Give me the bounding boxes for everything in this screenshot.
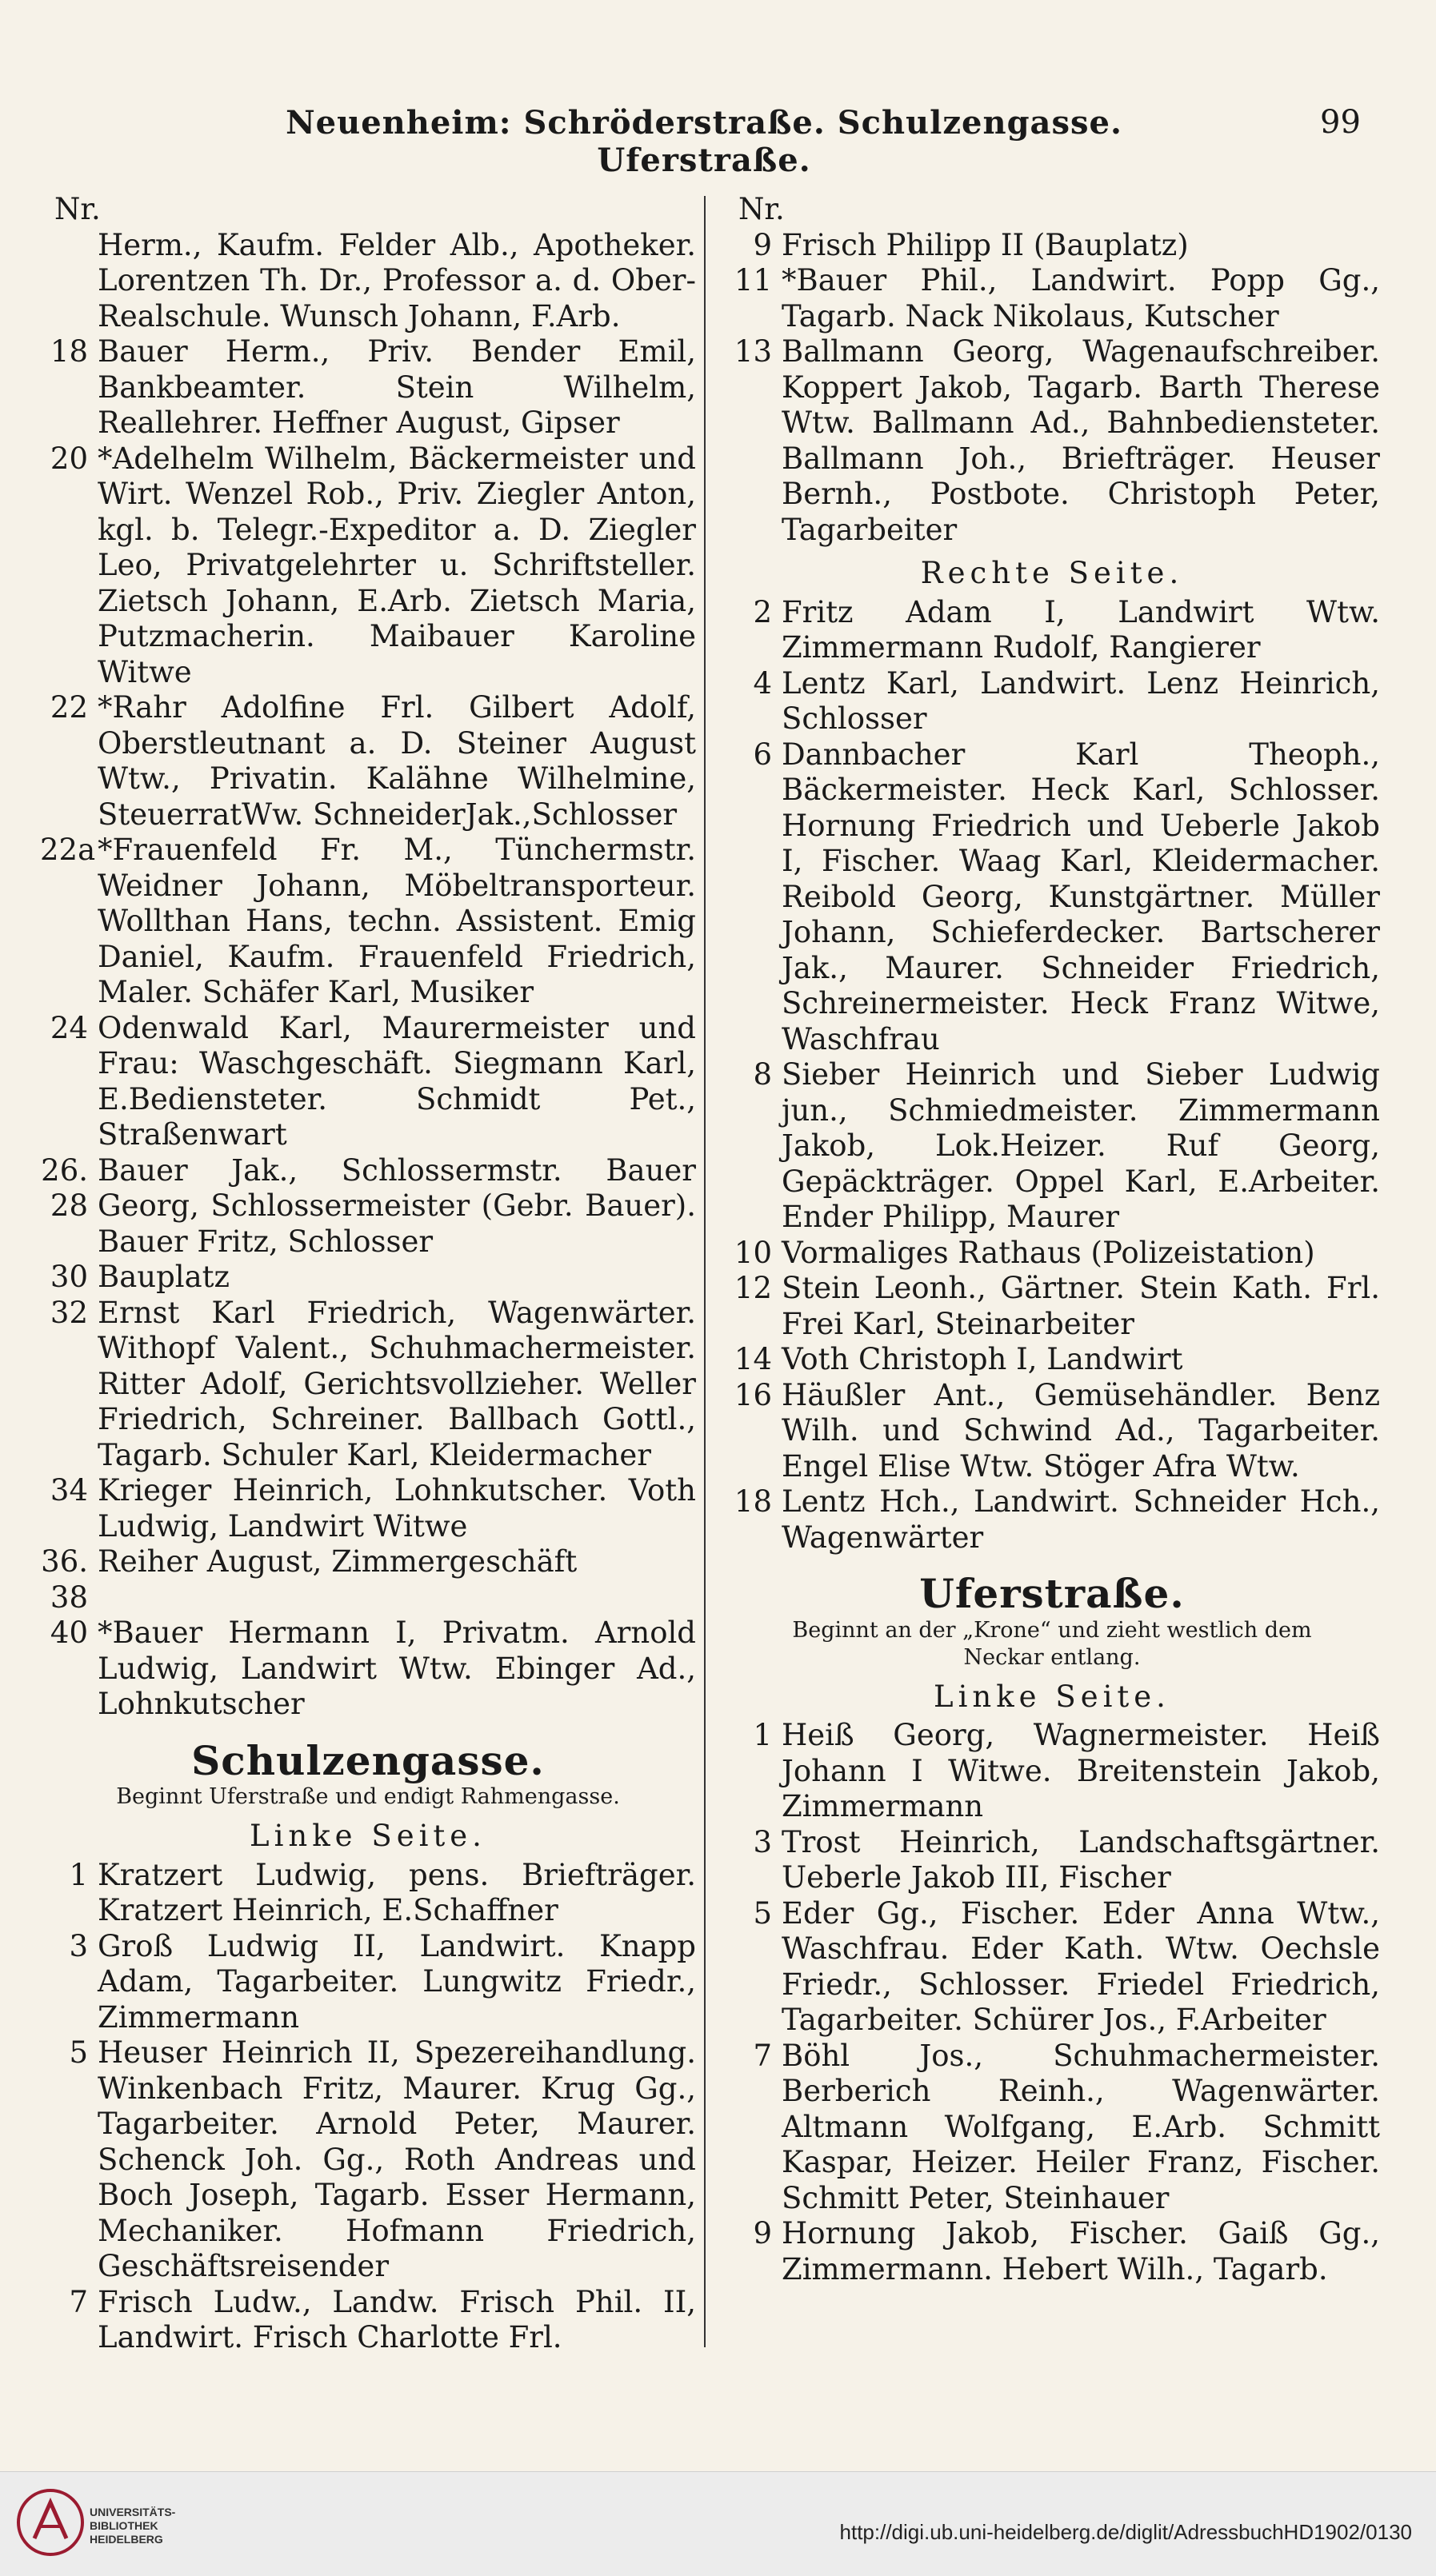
house-number: 36. 38 xyxy=(41,1544,88,1615)
directory-entry xyxy=(40,441,696,691)
directory-entry xyxy=(40,1296,696,1474)
directory-entry xyxy=(40,2285,696,2356)
entry-list-schulzengasse-left-cont xyxy=(724,228,1380,549)
directory-entry xyxy=(724,1896,1380,2039)
residents-text: *Bauer Hermann I, Privatm. Arnold Ludwig, Landwirt Wtw. Ebinger Ad., Lohnkutscher xyxy=(98,1615,696,1721)
directory-entry xyxy=(724,1236,1380,1272)
residents-text: Herm., Kaufm. Felder Alb., Apotheker. Lorentzen Th. Dr., Professor a. d. Ober-Realschule. Wunsch Johann, F.Arb. xyxy=(98,227,696,333)
residents-text: Dannbacher Karl Theoph., Bäckermeister. Heck Karl, Schlosser. Hornung Friedrich und Ueberle Jakob I, Fischer. Waag Karl, Kleidermacher. Reibold Georg, Kunstgärtner. Müller Johann, Schieferdecker. Bartscherer Jak., Maurer. Schneider Friedrich, Schreinermeister. Heck Franz Witwe, Waschfrau xyxy=(782,737,1380,1056)
house-number: 8 xyxy=(753,1057,772,1092)
directory-entry xyxy=(724,2216,1380,2287)
directory-entry xyxy=(724,1057,1380,1236)
house-number: 13 xyxy=(734,334,772,369)
residents-text: Ernst Karl Friedrich, Wagenwärter. Withopf Valent., Schuhmachermeister. Ritter Adolf, Gerichtsvollzieher. Weller Friedrich, Schreiner. Ballbach Gottl., Tagarb. Schuler Karl, Kleidermacher xyxy=(98,1295,696,1472)
street-note-uferstrasse: Beginnt an der „Krone“ und zieht westlich dem Neckar entlang. xyxy=(792,1617,1312,1670)
residents-text: *Rahr Adolfine Frl. Gilbert Adolf, Oberstleutnant a. D. Steiner August Wtw., Privatin. Kalähne Wilhelmine, SteuerratWw. SchneiderJak.,Schlosser xyxy=(98,690,696,832)
directory-entry xyxy=(724,1342,1380,1378)
page-number: 99 xyxy=(1320,104,1361,141)
residents-text: Reiher August, Zimmergeschäft xyxy=(98,1544,578,1579)
directory-entry xyxy=(40,1473,696,1544)
residents-text: Bauer Jak., Schlossermstr. Bauer Georg, Schlossermeister (Gebr. Bauer). Bauer Fritz, Schlosser xyxy=(98,1152,696,1259)
house-number: 1 xyxy=(69,1857,88,1892)
library-name-line: BIBLIOTHEK xyxy=(90,2519,158,2532)
directory-entry xyxy=(40,1858,696,1929)
library-name xyxy=(90,2506,175,2546)
directory-entry xyxy=(724,1271,1380,1342)
directory-entry xyxy=(40,2035,696,2285)
house-number: 4 xyxy=(753,665,772,701)
house-number: 40 xyxy=(50,1615,88,1650)
left-column xyxy=(40,192,696,2356)
house-number: 16 xyxy=(734,1377,772,1412)
residents-text: Odenwald Karl, Maurermeister und Frau: Waschgeschäft. Siegmann Karl, E.Bediensteter. Schmidt Pet., Straßenwart xyxy=(98,1010,696,1152)
directory-entry xyxy=(724,263,1380,334)
house-number: 3 xyxy=(69,1928,88,1963)
side-heading-left: Linke Seite. xyxy=(934,1679,1170,1714)
house-number: 5 xyxy=(753,1895,772,1931)
residents-text: Lentz Karl, Landwirt. Lenz Heinrich, Schlosser xyxy=(782,665,1380,736)
street-note-schulzengasse: Beginnt Uferstraße und endigt Rahmengasse. xyxy=(116,1784,620,1809)
residents-text: Lentz Hch., Landwirt. Schneider Hch., Wagenwärter xyxy=(782,1484,1380,1555)
house-number: 11 xyxy=(734,263,772,298)
residents-text: Kratzert Ludwig, pens. Briefträger. Kratzert Heinrich, E.Schaffner xyxy=(98,1857,696,1927)
residents-text: Ballmann Georg, Wagenaufschreiber. Koppert Jakob, Tagarb. Barth Therese Wtw. Ballmann Ad., Bahnbediensteter. Ballmann Joh., Briefträger. Heuser Bernh., Postbote. Christoph Peter, Tagarbeiter xyxy=(782,334,1380,547)
residents-text: *Frauenfeld Fr. M., Tünchermstr. Weidner Johann, Möbeltransporteur. Wollthan Hans, techn. Assistent. Emig Daniel, Kaufm. Frauenfeld Friedrich, Maler. Schäfer Karl, Musiker xyxy=(98,833,696,1009)
house-number: 1 xyxy=(753,1718,772,1752)
entry-list-schroederstrasse-left xyxy=(40,228,696,1723)
right-column xyxy=(724,192,1380,2287)
directory-entry xyxy=(724,1378,1380,1485)
directory-entry xyxy=(40,833,696,1011)
directory-entry xyxy=(724,2039,1380,2217)
directory-entry xyxy=(724,1718,1380,1825)
directory-entry xyxy=(724,737,1380,1058)
residents-text: Fritz Adam I, Landwirt Wtw. Zimmermann Rudolf, Rangierer xyxy=(782,594,1380,665)
directory-entry xyxy=(40,1544,696,1615)
directory-entry xyxy=(724,1825,1380,1896)
house-number: 18 xyxy=(50,334,88,369)
university-seal-icon xyxy=(14,2486,86,2558)
library-name-line: UNIVERSITÄTS- xyxy=(90,2506,176,2518)
house-number: 3 xyxy=(753,1824,772,1859)
residents-text: Häußler Ant., Gemüsehändler. Benz Wilh. und Schwind Ad., Tagarbeiter. Engel Elise Wtw. Stöger Afra Wtw. xyxy=(782,1377,1380,1484)
house-number: 5 xyxy=(69,2035,88,2070)
footer-bar xyxy=(0,2471,1436,2576)
column-divider xyxy=(704,196,706,2347)
residents-text: Frisch Philipp II (Bauplatz) xyxy=(782,227,1189,262)
residents-text: Frisch Ludw., Landw. Frisch Phil. II, Landwirt. Frisch Charlotte Frl. xyxy=(98,2284,696,2354)
entry-list-uferstrasse xyxy=(724,1718,1380,2287)
house-number: 24 xyxy=(50,1010,88,1045)
house-number: 26. 28 xyxy=(41,1152,88,1223)
house-number: 7 xyxy=(69,2284,88,2319)
residents-text: Eder Gg., Fischer. Eder Anna Wtw., Waschfrau. Eder Kath. Wtw. Oechsle Friedr., Schlosser. Friedel Friedrich, Tagarbeiter. Schürer Jos., F.Arbeiter xyxy=(782,1895,1380,2037)
residents-text: Sieber Heinrich und Sieber Ludwig jun., Schmiedmeister. Zimmermann Jakob, Lok.Heizer. Ruf Georg, Gepäckträger. Oppel Karl, E.Arbeiter. Ender Philipp, Maurer xyxy=(782,1057,1380,1234)
directory-entry xyxy=(724,595,1380,666)
residents-text: Heiß Georg, Wagnermeister. Heiß Johann I Witwe. Breitenstein Jakob, Zimmermann xyxy=(782,1718,1380,1823)
residents-text: Stein Leonh., Gärtner. Stein Kath. Frl. Frei Karl, Steinarbeiter xyxy=(782,1271,1380,1341)
directory-entry xyxy=(724,666,1380,737)
source-url-link[interactable]: http://digi.ub.uni-heidelberg.de/diglit/AdressbuchHD1902/0130 xyxy=(839,2520,1412,2544)
house-number: 12 xyxy=(734,1271,772,1305)
house-number: 9 xyxy=(753,227,772,262)
running-head: Neuenheim: Schröderstraße. Schulzengasse. Uferstraße. xyxy=(286,104,1122,179)
directory-entry xyxy=(724,228,1380,264)
residents-text: Böhl Jos., Schuhmachermeister. Berberich Reinh., Wagenwärter. Altmann Wolfgang, E.Arb. Schmitt Kaspar, Heizer. Heiler Franz, Fischer. Schmitt Peter, Steinhauer xyxy=(782,2038,1380,2215)
entry-list-schulzengasse xyxy=(40,1858,696,2356)
library-name-line: HEIDELBERG xyxy=(90,2533,163,2546)
house-number: 10 xyxy=(734,1235,772,1270)
house-number: 2 xyxy=(753,594,772,629)
house-number: 7 xyxy=(753,2038,772,2073)
directory-entry xyxy=(724,1484,1380,1556)
house-number: 20 xyxy=(50,441,88,476)
nr-label: Nr. xyxy=(738,192,785,226)
street-title-uferstrasse: Uferstraße. xyxy=(919,1570,1185,1617)
residents-text: *Adelhelm Wilhelm, Bäckermeister und Wirt. Wenzel Rob., Priv. Ziegler Anton, kgl. b. Telegr.-Expeditor a. D. Ziegler Leo, Privatgelehrter u. Schriftsteller. Zietsch Johann, E.Arb. Zietsch Maria, Putzmacherin. Maibauer Karoline Witwe xyxy=(98,441,696,689)
residents-text: Bauer Herm., Priv. Bender Emil, Bankbeamter. Stein Wilhelm, Reallehrer. Heffner August, Gipser xyxy=(98,334,696,440)
directory-entry xyxy=(40,334,696,441)
directory-entry xyxy=(40,1011,696,1153)
side-heading-right: Rechte Seite. xyxy=(920,556,1184,590)
house-number: 22 xyxy=(50,690,88,725)
house-number: 14 xyxy=(734,1342,772,1376)
directory-entry xyxy=(40,1260,696,1296)
residents-text: Trost Heinrich, Landschaftsgärtner. Ueberle Jakob III, Fischer xyxy=(782,1824,1380,1895)
directory-entry xyxy=(40,228,696,335)
house-number: 32 xyxy=(50,1295,88,1330)
residents-text: Heuser Heinrich II, Spezereihandlung. Winkenbach Fritz, Maurer. Krug Gg., Tagarbeiter. Arnold Peter, Maurer. Schenck Joh. Gg., Roth Andreas und Boch Joseph, Tagarb. Esser Hermann, Mechaniker. Hofmann Friedrich, Geschäftsreisender xyxy=(98,2035,696,2283)
residents-text: Hornung Jakob, Fischer. Gaiß Gg., Zimmermann. Hebert Wilh., Tagarb. xyxy=(782,2216,1380,2286)
directory-entry xyxy=(40,1153,696,1260)
directory-entry xyxy=(40,1615,696,1723)
directory-entry xyxy=(724,334,1380,548)
directory-entry xyxy=(40,690,696,833)
residents-text: Bauplatz xyxy=(98,1260,230,1294)
street-title-schulzengasse: Schulzengasse. xyxy=(191,1736,545,1784)
directory-entry xyxy=(40,1929,696,2036)
side-heading-left: Linke Seite. xyxy=(250,1819,486,1853)
house-number: 30 xyxy=(50,1260,88,1294)
residents-text: *Bauer Phil., Landwirt. Popp Gg., Tagarb. Nack Nikolaus, Kutscher xyxy=(782,263,1380,333)
house-number: 6 xyxy=(753,737,772,772)
residents-text: Vormaliges Rathaus (Polizeistation) xyxy=(782,1235,1315,1270)
entry-list-schulzengasse-right xyxy=(724,595,1380,1556)
house-number: 9 xyxy=(753,2216,772,2251)
residents-text: Groß Ludwig II, Landwirt. Knapp Adam, Tagarbeiter. Lungwitz Friedr., Zimmermann xyxy=(98,1928,696,2035)
house-number: 22a xyxy=(40,833,96,867)
house-number: 18 xyxy=(734,1484,772,1519)
residents-text: Krieger Heinrich, Lohnkutscher. Voth Ludwig, Landwirt Witwe xyxy=(98,1473,696,1544)
nr-label: Nr. xyxy=(54,192,101,226)
house-number: 34 xyxy=(50,1473,88,1508)
residents-text: Voth Christoph I, Landwirt xyxy=(782,1342,1183,1376)
